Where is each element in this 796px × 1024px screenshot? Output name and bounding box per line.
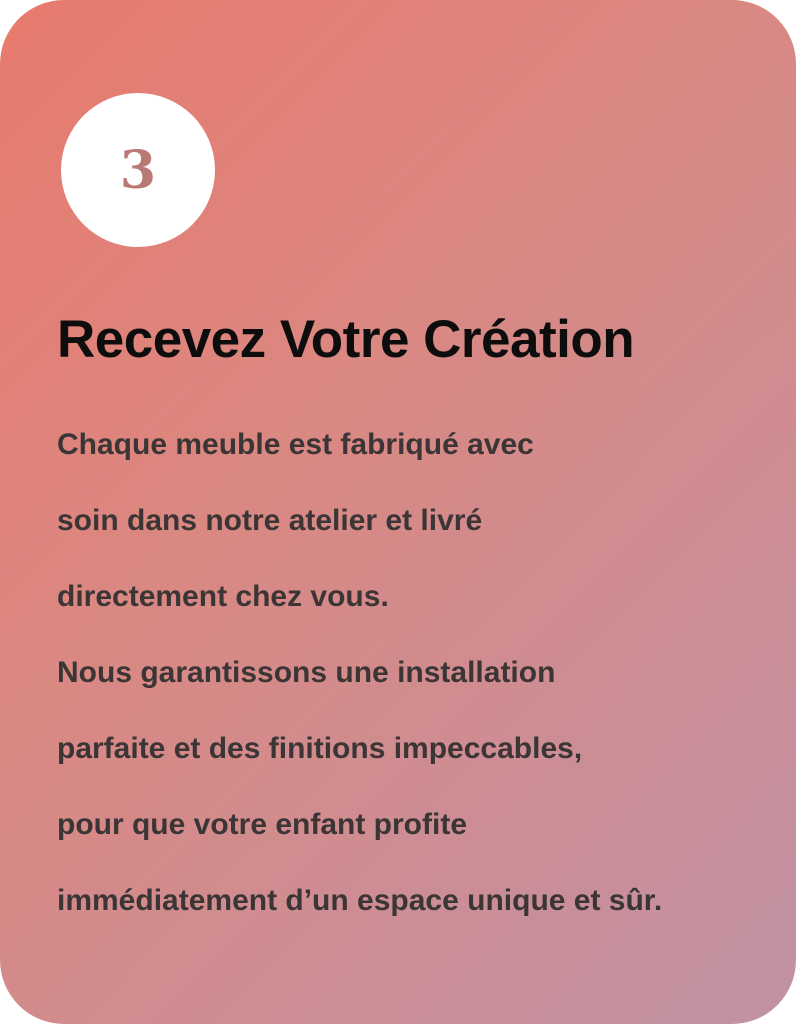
description-line: parfaite et des finitions impeccables, <box>57 732 583 765</box>
description-line: directement chez vous. <box>57 580 389 613</box>
description-line: Chaque meuble est fabriqué avec <box>57 428 534 461</box>
step-number-badge <box>61 93 215 247</box>
description-line: soin dans notre atelier et livré <box>57 504 483 537</box>
description-line: pour que votre enfant profite <box>57 808 468 841</box>
card-description <box>57 414 787 946</box>
card-title: Recevez Votre Création <box>57 310 635 369</box>
step-number: 3 <box>119 140 157 201</box>
description-line: Nous garantissons une installation <box>57 656 556 689</box>
description-line: immédiatement d’un espace unique et sûr. <box>57 884 663 917</box>
